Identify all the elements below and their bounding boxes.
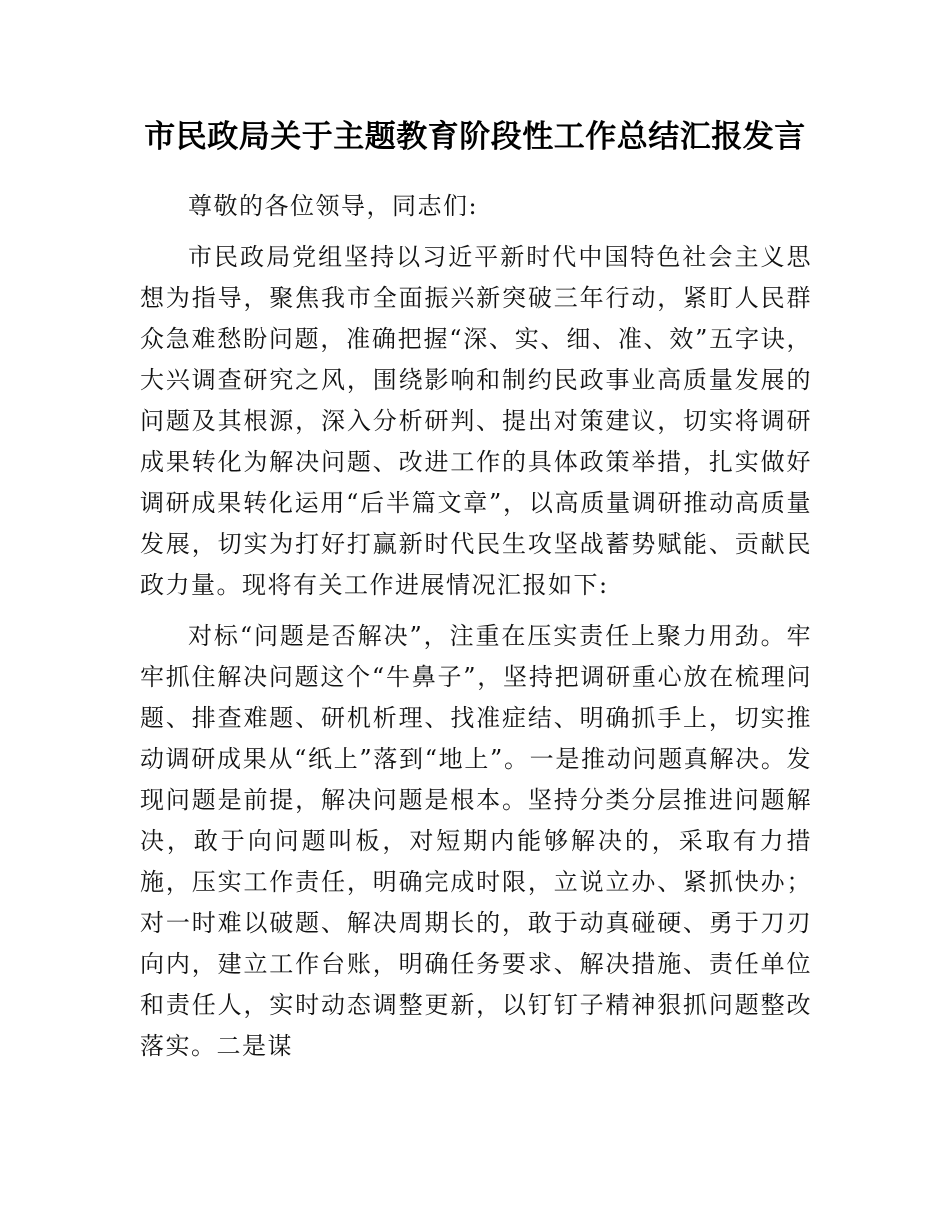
paragraph-problem-solving: 对标“问题是否解决”，注重在压实责任上聚力用劲。牢牢抓住解决问题这个“牛鼻子”，坚持把调研重心放在梳理问题、排查难题、研机析理、找准症结、明确抓手上，切实推动调研成果从“纸上”落到“地上”。一是推动问题真解决。发现问题是前提，解决问题是根本。坚持分类分层推进问题解决，敢于向问题叫板，对短期内能够解决的，采取有力措施，压实工作责任，明确完成时限，立说立办、紧抓快办；对一时难以破题、解决周期长的，敢于动真碰硬、勇于刀刃向内，建立工作台账，明确任务要求、解决措施、责任单位和责任人，实时动态调整更新，以钉钉子精神狠抓问题整改落实。二是谋	[140, 622, 812, 1060]
document-title: 市民政局关于主题教育阶段性工作总结汇报发言	[144, 119, 806, 155]
paragraph-intro: 市民政局党组坚持以习近平新时代中国特色社会主义思想为指导，聚焦我市全面振兴新突破三年行动，紧盯人民群众急难愁盼问题，准确把握“深、实、细、准、效”五字诀，大兴调查研究之风，围绕影响和制约民政事业高质量发展的问题及其根源，深入分析研判、提出对策建议，切实将调研成果转化为解决问题、改进工作的具体政策举措，扎实做好调研成果转化运用“后半篇文章”，以高质量调研推动高质量发展，切实为打好打赢新时代民生攻坚战蓄势赋能、贡献民政力量。现将有关工作进展情况汇报如下:	[140, 243, 812, 599]
document-body	[140, 186, 812, 1067]
salutation: 尊敬的各位领导，同志们:	[188, 192, 479, 220]
